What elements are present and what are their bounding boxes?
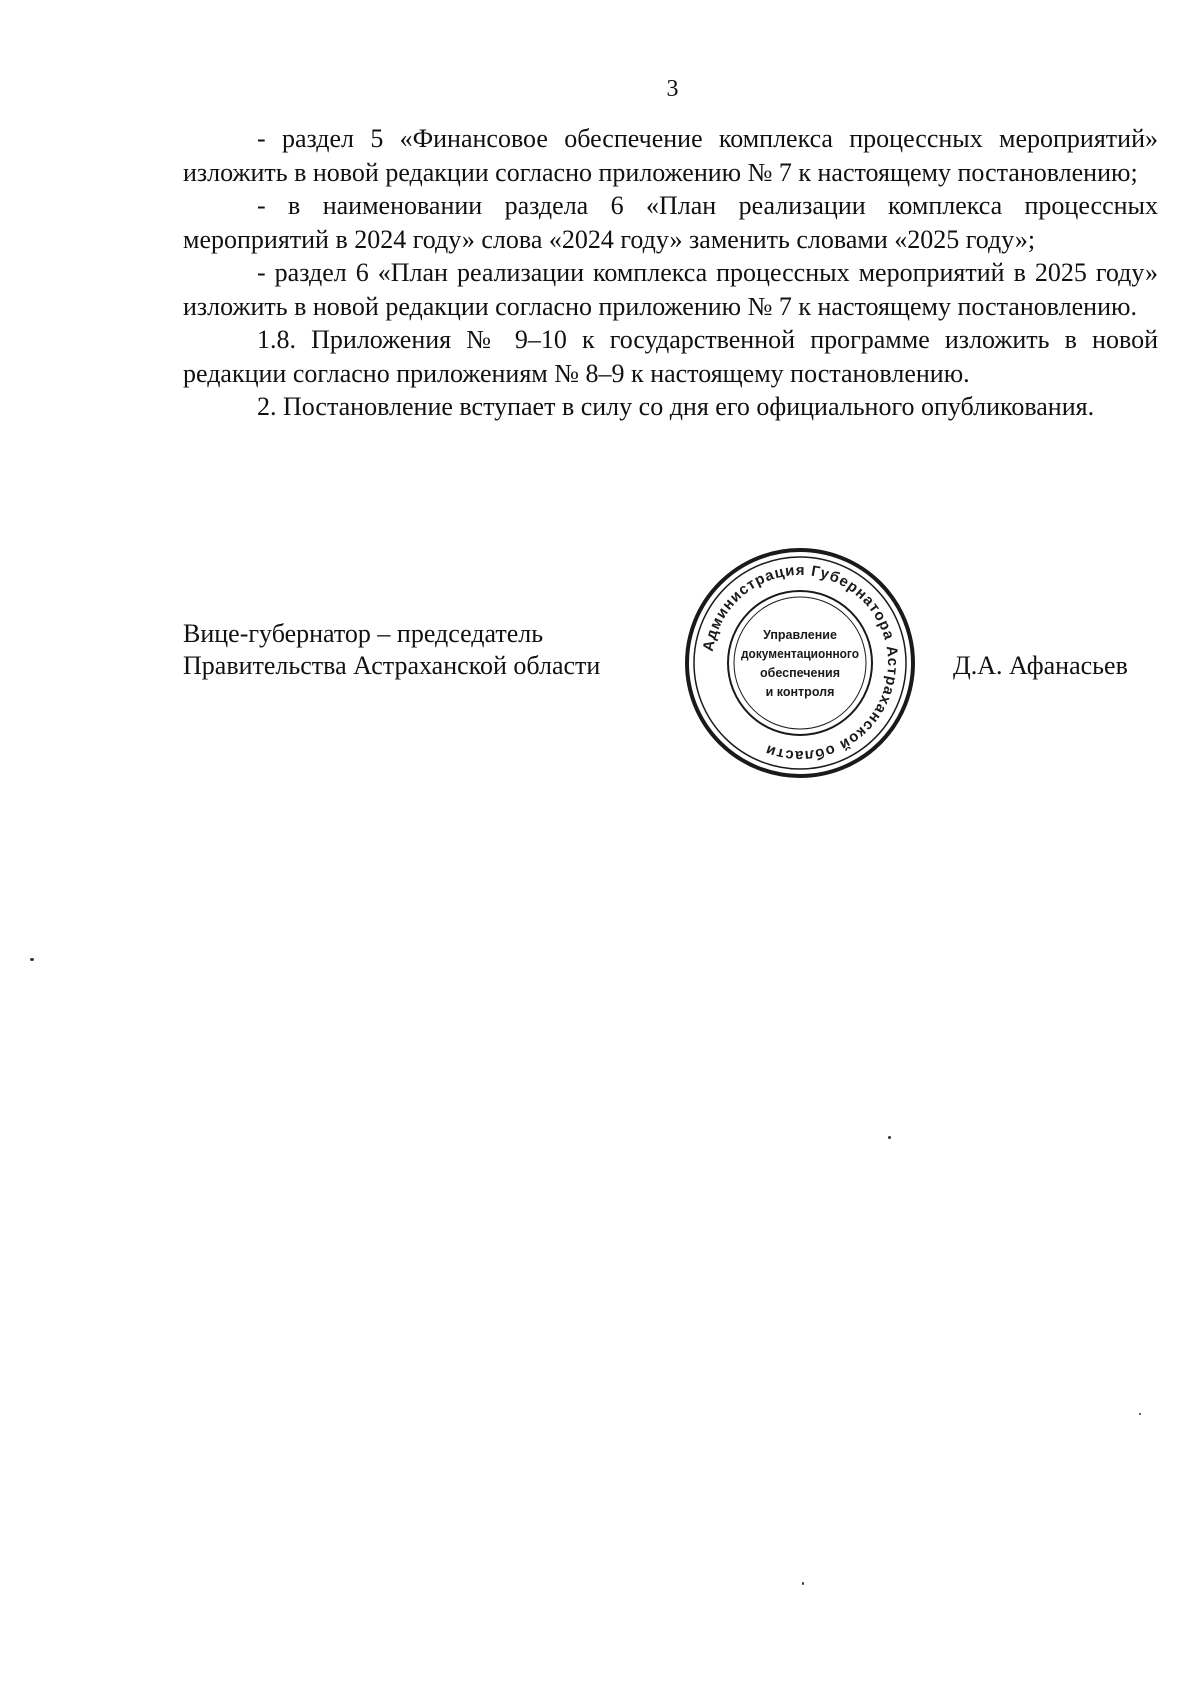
paragraph-section-6-plan: - раздел 6 «План реализации комплекса процессных мероприятий в 2025 году» изложить в новой редакции согласно приложению № 7 к настоящему постановлению.	[183, 258, 1158, 321]
seal-graphic	[680, 543, 920, 783]
scan-speck	[30, 958, 34, 961]
signatory-position-line-2: Правительства Астраханской области	[183, 651, 601, 680]
seal-center-line-3: обеспечения	[759, 666, 841, 680]
seal-ring-text: Администрация Губернатора Астраханской области	[699, 561, 902, 765]
signatory-position	[183, 618, 600, 682]
official-seal	[680, 543, 920, 783]
paragraph-section-5: - раздел 5 «Финансовое обеспечение комплекса процессных мероприятий» изложить в новой редакции согласно приложению № 7 к настоящему постановлению;	[183, 124, 1158, 187]
page-number: 3	[666, 76, 679, 102]
seal-center-line-1: Управление	[763, 628, 837, 642]
scan-speck	[1139, 1413, 1141, 1415]
signatory-name: Д.А. Афанасьев	[953, 651, 1128, 680]
scan-speck	[802, 1582, 804, 1585]
seal-center-line-4: и контроля	[765, 685, 835, 699]
paragraph-effective-date: 2. Постановление вступает в силу со дня его официального опубликования.	[257, 392, 1095, 421]
signatory-position-line-1: Вице-губернатор – председатель	[183, 619, 544, 648]
document-body	[183, 122, 1158, 424]
seal-center-line-2: документационного	[741, 647, 860, 661]
paragraph-section-6-title: - в наименовании раздела 6 «План реализации комплекса процессных мероприятий в 2024 году» слова «2024 году» заменить словами «2025 году»;	[183, 191, 1158, 254]
paragraph-appendices: 1.8. Приложения № 9–10 к государственной программе изложить в новой редакции согласно приложениям № 8–9 к настоящему постановлению.	[183, 325, 1158, 388]
scan-speck	[888, 1136, 891, 1139]
